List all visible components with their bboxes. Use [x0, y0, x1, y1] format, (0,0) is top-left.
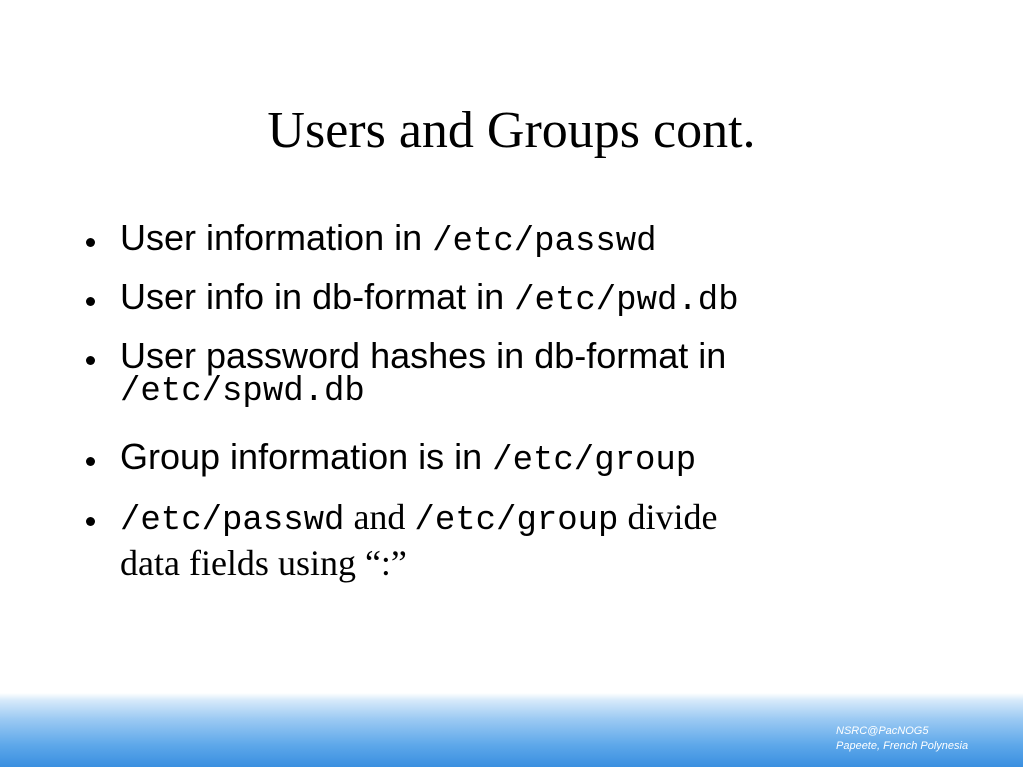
- bullet-dot-icon: [86, 297, 95, 306]
- bullet-text: [120, 277, 890, 321]
- code-path: /etc/group: [492, 442, 697, 480]
- bullet-label: User password hashes in db-format in: [120, 335, 727, 376]
- code-path: /etc/passwd: [120, 502, 345, 540]
- bullet-text: [120, 437, 890, 481]
- bullet-dot-icon: [86, 238, 95, 247]
- bullet-label: User information in: [120, 217, 433, 258]
- code-path: /etc/spwd.db: [120, 373, 365, 411]
- footer-org: NSRC@PacNOG5: [836, 725, 929, 737]
- bullet-dot-icon: [86, 457, 95, 466]
- bullet-label: divide: [618, 497, 718, 537]
- code-path: /etc/pwd.db: [514, 282, 739, 320]
- bullet-text: [120, 218, 890, 262]
- bullet-line: data fields using “:”: [120, 543, 407, 583]
- bullet-label: and: [344, 497, 415, 537]
- bullet-text: [120, 496, 890, 584]
- bullet-dot-icon: [86, 517, 95, 526]
- bullet-line: [120, 496, 890, 542]
- bullet-text: [120, 336, 890, 412]
- bullet-label: Group information is in: [120, 436, 493, 477]
- footer-text: [836, 724, 968, 754]
- footer-location: Papeete, French Polynesia: [836, 740, 969, 752]
- bullet-label: User info in db-format in: [120, 276, 515, 317]
- bullet-dot-icon: [86, 356, 95, 365]
- code-path: /etc/group: [414, 502, 619, 540]
- slide-title: Users and Groups cont.: [267, 102, 756, 159]
- code-path: /etc/passwd: [432, 223, 657, 261]
